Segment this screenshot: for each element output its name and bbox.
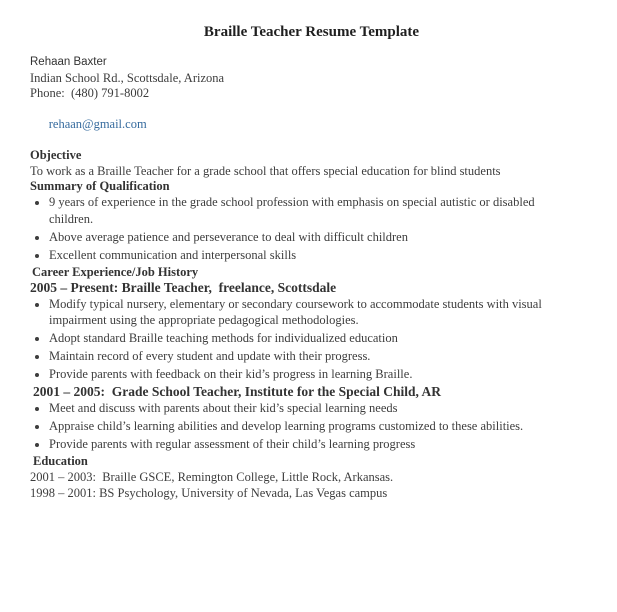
summary-bullet: • Above average patience and perseverance to deal with difficult children [49, 229, 593, 246]
objective-text: To work as a Braille Teacher for a grade school that offers special education for blind students [30, 164, 501, 178]
career-heading: Career Experience/Job History [32, 264, 199, 279]
objective-heading: Objective [30, 148, 82, 162]
summary-bullet-list [30, 194, 593, 263]
contact-name: Rehaan Baxter [30, 56, 107, 68]
contact-block [30, 55, 593, 148]
job-bullet: • Modify typical nursery, elementary or secondary coursework to accommodate students with visual impairment using the appropriate pedagogical methodologies. [49, 296, 593, 329]
job-bullet-list [30, 296, 593, 383]
job-bullet: • Adopt standard Braille teaching methods for individualized education [49, 330, 593, 347]
contact-phone: Phone: (480) 791-8002 [30, 86, 150, 100]
education-heading: Education [33, 454, 88, 468]
job-title-freelance: 2005 – Present: Braille Teacher, freelance, Scottsdale [30, 279, 337, 295]
education-entry: 2001 – 2003: Braille GSCE, Remington College, Little Rock, Arkansas. [30, 470, 394, 484]
summary-heading: Summary of Qualification [30, 179, 170, 193]
page-title: Braille Teacher Resume Template [203, 24, 420, 40]
job-bullet: • Meet and discuss with parents about their kid’s special learning needs [49, 400, 593, 417]
job-bullet: • Maintain record of every student and update with their progress. [49, 348, 593, 365]
job-bullet: • Provide parents with regular assessment of their child’s learning progress [49, 436, 593, 453]
contact-address: Indian School Rd., Scottsdale, Arizona [30, 70, 225, 85]
job-title-institute: 2001 – 2005: Grade School Teacher, Institute for the Special Child, AR [33, 384, 442, 399]
education-entry: 1998 – 2001: BS Psychology, University of Nevada, Las Vegas campus [30, 486, 388, 500]
summary-bullet: • Excellent communication and interpersonal skills [49, 247, 593, 264]
job-bullet: • Appraise child’s learning abilities and develop learning programs customized to these abilities. [49, 418, 593, 435]
job-bullet-list [30, 400, 593, 453]
email-link[interactable]: rehaan@gmail.com [48, 117, 147, 131]
summary-bullet: • 9 years of experience in the grade school profession with emphasis on special autistic or disabled children. [49, 194, 593, 227]
job-bullet: • Provide parents with feedback on their kid’s progress in learning Braille. [49, 366, 593, 383]
